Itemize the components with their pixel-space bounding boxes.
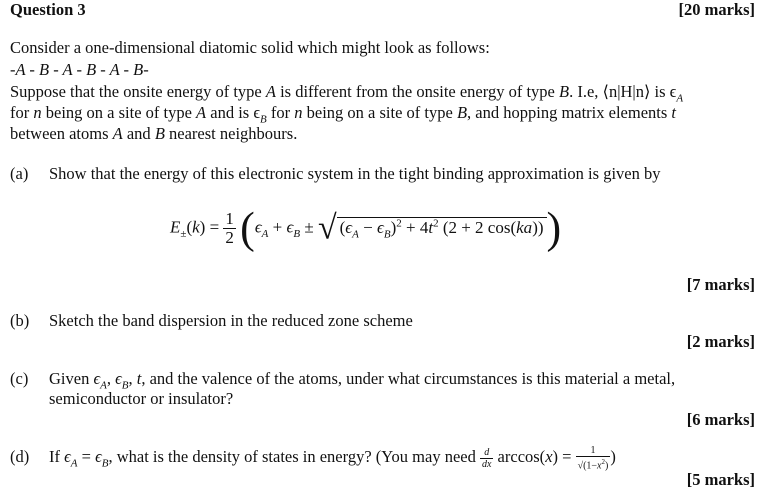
intro-line-1: Consider a one-dimensional diatomic solid which might look as follows: [10,38,490,57]
intro-line-5: between atoms A and B nearest neighbours. [10,124,298,143]
intro-line-4: for n being on a site of type A and is $\epsilon_B$ for n being on a site of type B, and hopping matrix elements t [10,103,676,126]
part-b-marks: [2 marks] [686,332,755,351]
part-d-label: (d) [10,447,30,466]
chain-diagram: -A - B - A - B - A - B- [10,60,149,79]
part-a-marks: [7 marks] [686,275,755,294]
part-d-text: If $\epsilon_A = \epsilon_B$, what is the density of states in energy? (You may need $\frac{d}{dx}$ arccos(x) = $\frac{1}{√(1-x^2)}$ ) [49,445,616,472]
part-b-text: Sketch the band dispersion in the reduced zone scheme [49,311,413,330]
part-c-text-2: semiconductor or insulator? [49,389,234,408]
part-a-label: (a) [10,164,29,183]
part-d-marks: [5 marks] [686,470,755,489]
energy-equation: $E_\pm(k)$ = $\frac{1}{2}$ ($\epsilon_A + \epsilon_B$ ± √ $(\epsilon_A - \epsilon_B)^2 + 4t^2$ (2 + 2 cos(ka))) [170,203,562,253]
total-marks: [20 marks] [678,0,755,19]
part-c-marks: [6 marks] [686,410,755,429]
part-b-label: (b) [10,311,30,330]
intro-line-3: Suppose that the onsite energy of type A is different from the onsite energy of type B. I.e, ⟨n|H|n⟩ is $\epsilon_A$ [10,82,684,105]
part-c-text-1: Given $\epsilon_A$, $\epsilon_B$, t, and the valence of the atoms, under what circumstances is this material a metal, [49,369,676,392]
part-a-text: Show that the energy of this electronic system in the tight binding approximation is given by [49,164,661,183]
question-title: Question 3 [10,0,86,19]
part-c-label: (c) [10,369,29,388]
